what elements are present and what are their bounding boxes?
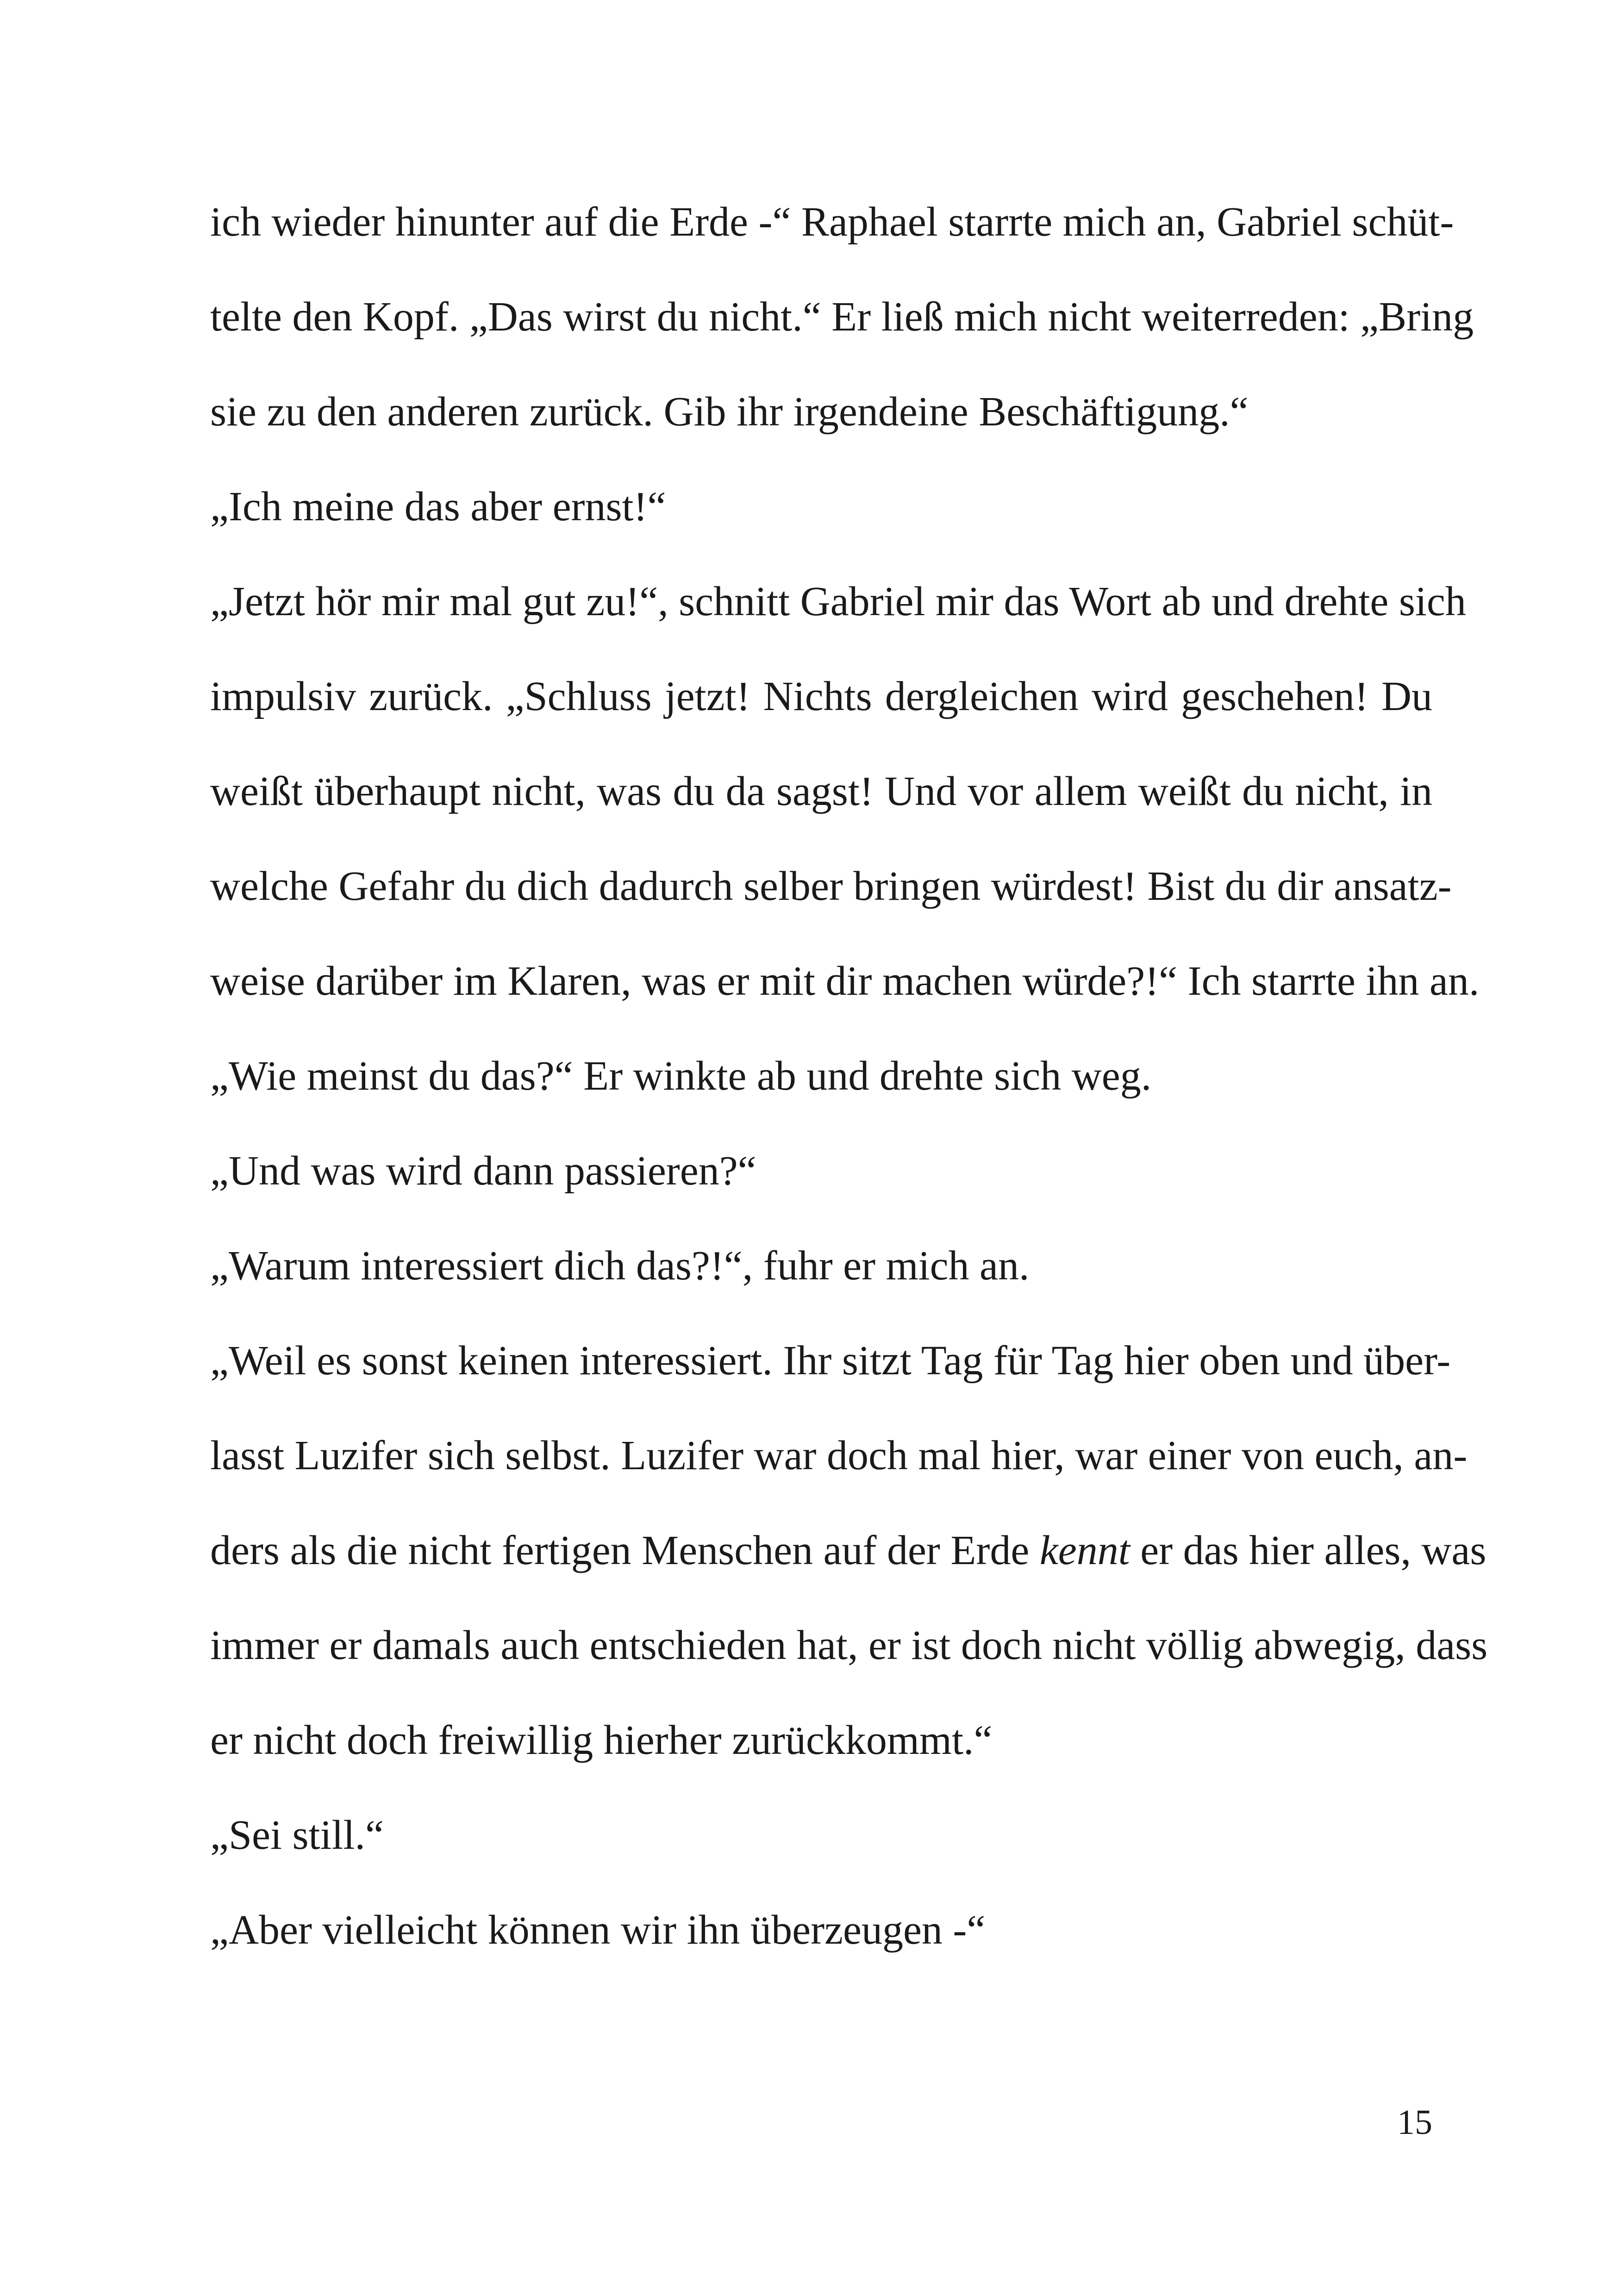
text-line-18: „Sei still.“: [210, 1812, 384, 1858]
text-line-14: lasst Luzifer sich selbst. Luzifer war doch mal hier, war einer von euch, an-: [210, 1433, 1468, 1478]
text-line-8: welche Gefahr du dich dadurch selber bringen würdest! Bist du dir ansatz-: [210, 863, 1452, 909]
text-line-16: immer er damals auch entschieden hat, er ist doch nicht völlig abwegig, dass: [210, 1622, 1488, 1668]
text-line-19: „Aber vielleicht können wir ihn überzeugen -“: [210, 1907, 986, 1953]
text-line-4: „Ich meine das aber ernst!“: [210, 484, 666, 530]
text-line-12: „Warum interessiert dich das?!“, fuhr er mich an.: [210, 1243, 1030, 1289]
text-line-2: telte den Kopf. „Das wirst du nicht.“ Er ließ mich nicht weiterreden: „Bring: [210, 294, 1474, 340]
text-line-3: sie zu den anderen zurück. Gib ihr irgendeine Beschäftigung.“: [210, 389, 1249, 435]
text-line-15-after: er das hier alles, was: [1140, 1528, 1487, 1573]
text-line-15: [210, 1525, 1487, 1576]
emphasis-word: kennt: [1039, 1528, 1130, 1573]
text-line-9: weise darüber im Klaren, was er mit dir machen würde?!“ Ich starrte ihn an.: [210, 958, 1480, 1004]
text-line-7: weißt überhaupt nicht, was du da sagst! Und vor allem weißt du nicht, in: [210, 768, 1432, 814]
text-line-13: „Weil es sonst keinen interessiert. Ihr sitzt Tag für Tag hier oben und über-: [210, 1338, 1451, 1384]
text-line-17: er nicht doch freiwillig hierher zurückkommt.“: [210, 1717, 993, 1763]
text-line-6: impulsiv zurück. „Schluss jetzt! Nichts dergleichen wird geschehen! Du: [210, 674, 1432, 719]
page-number: 15: [1397, 2103, 1432, 2142]
text-line-11: „Und was wird dann passieren?“: [210, 1148, 756, 1194]
text-line-1: ich wieder hinunter auf die Erde -“ Raphael starrte mich an, Gabriel schüt-: [210, 199, 1454, 245]
text-line-15-before: ders als die nicht fertigen Menschen auf der Erde: [210, 1528, 1030, 1573]
text-line-5: „Jetzt hör mir mal gut zu!“, schnitt Gabriel mir das Wort ab und drehte sich: [210, 579, 1466, 624]
text-line-10: „Wie meinst du das?“ Er winkte ab und drehte sich weg.: [210, 1053, 1152, 1099]
